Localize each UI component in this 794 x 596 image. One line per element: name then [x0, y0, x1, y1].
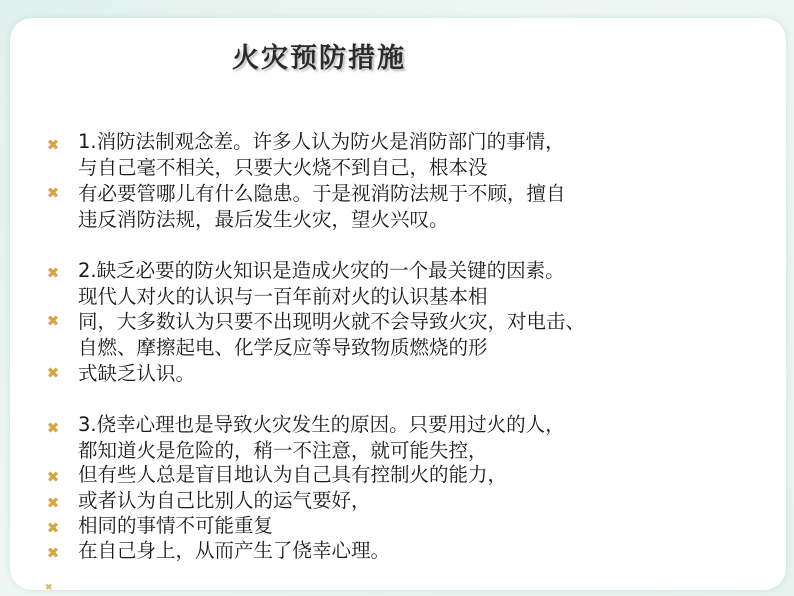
text-line: 违反消防法规，最后发生火灾，望火兴叹。 — [78, 208, 449, 231]
bullet-icon: ✖ — [46, 264, 60, 282]
text-line: 与自己毫不相关，只要大火烧不到自己，根本没 — [78, 156, 488, 179]
text-line: 都知道火是危险的，稍一不注意，就可能失控， — [78, 439, 488, 462]
text-line: 式缺乏认识。 — [78, 362, 196, 385]
bullet-icon: ✖ — [46, 312, 60, 330]
text-line: 1.消防法制观念差。许多人认为防火是消防部门的事情， — [78, 130, 565, 153]
text-line: 但有些人总是盲目地认为自己具有控制火的能力， — [78, 463, 508, 486]
text-line: 有必要管哪儿有什么隐患。于是视消防法规于不顾，擅自 — [78, 182, 566, 205]
text-line: 自燃、摩擦起电、化学反应等导致物质燃烧的形 — [78, 336, 488, 359]
bullet-icon: ✖ — [46, 519, 60, 537]
text-line: 相同的事情不可能重复 — [78, 514, 274, 537]
text-line: 在自己身上，从而产生了侥幸心理。 — [78, 539, 391, 562]
bullet-icon: ✖ — [46, 544, 60, 562]
bullet-icon: ✖ — [46, 494, 60, 512]
text-line: 3.侥幸心理也是导致火灾发生的原因。只要用过火的人， — [78, 413, 565, 436]
bullet-icon: ✖ — [46, 419, 60, 437]
text-line: 或者认为自己比别人的运气要好， — [78, 489, 371, 512]
slide-title: 火灾预防措施 — [232, 43, 406, 74]
text-line: 同，大多数认为只要不出现明火就不会导致火灾，对电击、 — [78, 310, 586, 333]
text-line: 现代人对火的认识与一百年前对火的认识基本相 — [78, 285, 488, 308]
bullet-icon: ✖ — [46, 364, 60, 382]
bullet-icon: ✖ — [46, 184, 60, 202]
bullet-icon: ✖ — [46, 136, 60, 154]
text-line: 2.缺乏必要的防火知识是造成火灾的一个最关键的因素。 — [78, 259, 565, 282]
bullet-icon: ✖ — [45, 583, 53, 593]
bullet-icon: ✖ — [46, 468, 60, 486]
